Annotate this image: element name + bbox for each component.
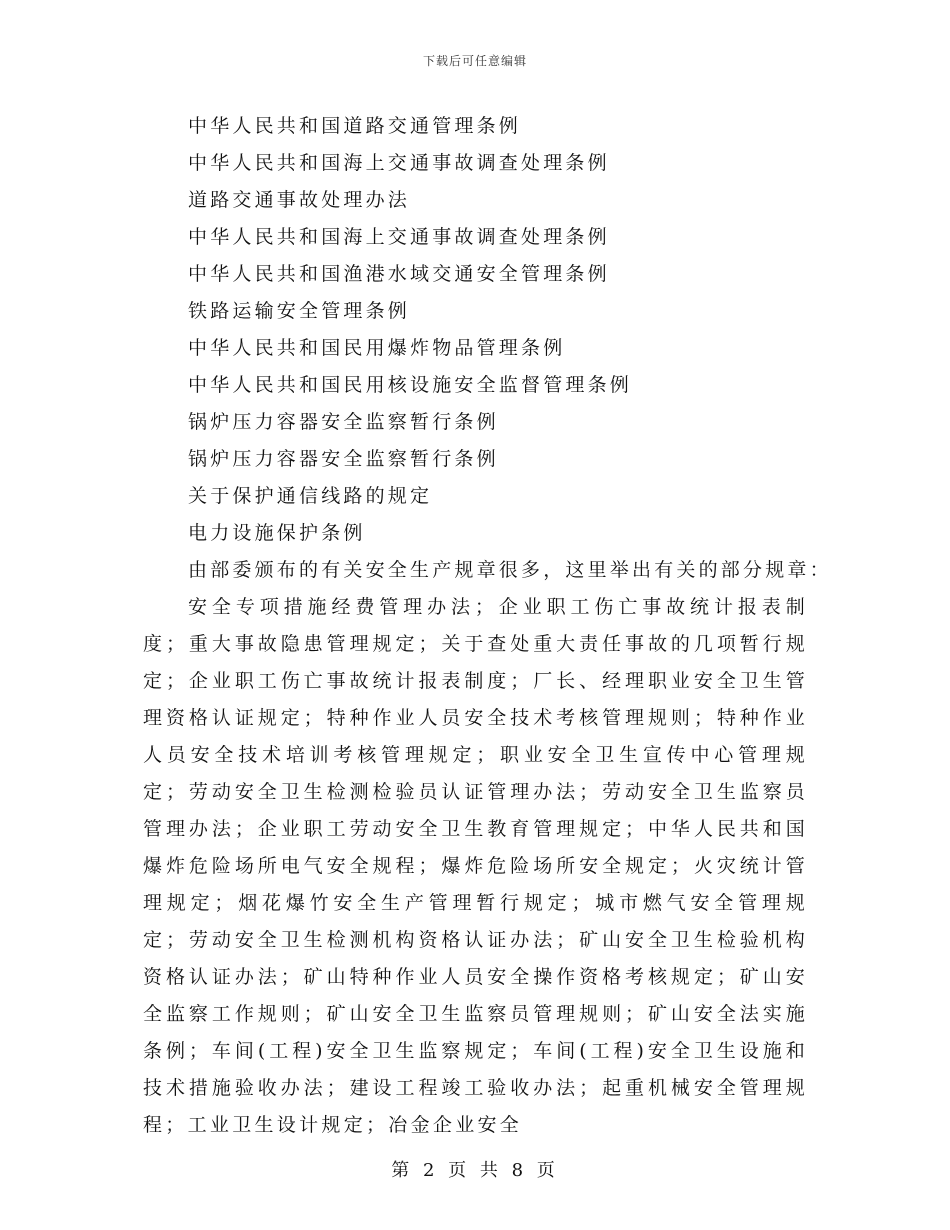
rules-paragraph: 安全专项措施经费管理办法；企业职工伤亡事故统计报表制度；重大事故隐患管理规定；关于查处重大责任事故的几项暂行规定；企业职工伤亡事故统计报表制度；厂长、经理职业安全卫生管理资格认证规定；特种作业人员安全技术考核管理规则；特种作业人员安全技术培训考核管理规定；职业安全卫生宣传中心管理规定；劳动安全卫生检测检验员认证管理办法；劳动安全卫生监察员管理办法；企业职工劳动安全卫生教育管理规定；中华人民共和国爆炸危险场所电气安全规程；爆炸危险场所安全规定；火灾统计管理规定；烟花爆竹安全生产管理暂行规定；城市燃气安全管理规定；劳动安全卫生检测机构资格认证办法；矿山安全卫生检验机构资格认证办法；矿山特种作业人员安全操作资格考核规定；矿山安全监察工作规则；矿山安全卫生监察员管理规则；矿山安全法实施条例；车间(工程)安全卫生监察规定；车间(工程)安全卫生设施和技术措施验收办法；建设工程竣工验收办法；起重机械安全管理规程；工业卫生设计规定；冶金企业安全 <box>143 596 808 1136</box>
document-body <box>143 108 832 1144</box>
regulation-line: 中华人民共和国民用核设施安全监督管理条例 <box>188 374 633 396</box>
regulation-line: 锅炉压力容器安全监察暂行条例 <box>188 411 499 433</box>
regulation-line: 锅炉压力容器安全监察暂行条例 <box>188 448 499 470</box>
intro-line: 由部委颁布的有关安全生产规章很多，这里举出有关的部分规章： <box>188 559 832 581</box>
regulation-line: 中华人民共和国渔港水域交通安全管理条例 <box>188 263 610 285</box>
regulation-line: 铁路运输安全管理条例 <box>188 300 411 322</box>
regulation-line: 关于保护通信线路的规定 <box>188 485 433 507</box>
regulation-line: 中华人民共和国民用爆炸物品管理条例 <box>188 337 566 359</box>
regulation-line: 中华人民共和国海上交通事故调查处理条例 <box>188 152 610 174</box>
regulation-line: 电力设施保护条例 <box>188 522 366 544</box>
regulation-line: 中华人民共和国道路交通管理条例 <box>188 115 522 137</box>
header-note: 下载后可任意编辑 <box>422 54 527 68</box>
page-number: 第 2 页 共 8 页 <box>391 1160 559 1181</box>
regulation-line: 中华人民共和国海上交通事故调查处理条例 <box>188 226 610 248</box>
regulation-line: 道路交通事故处理办法 <box>188 189 411 211</box>
